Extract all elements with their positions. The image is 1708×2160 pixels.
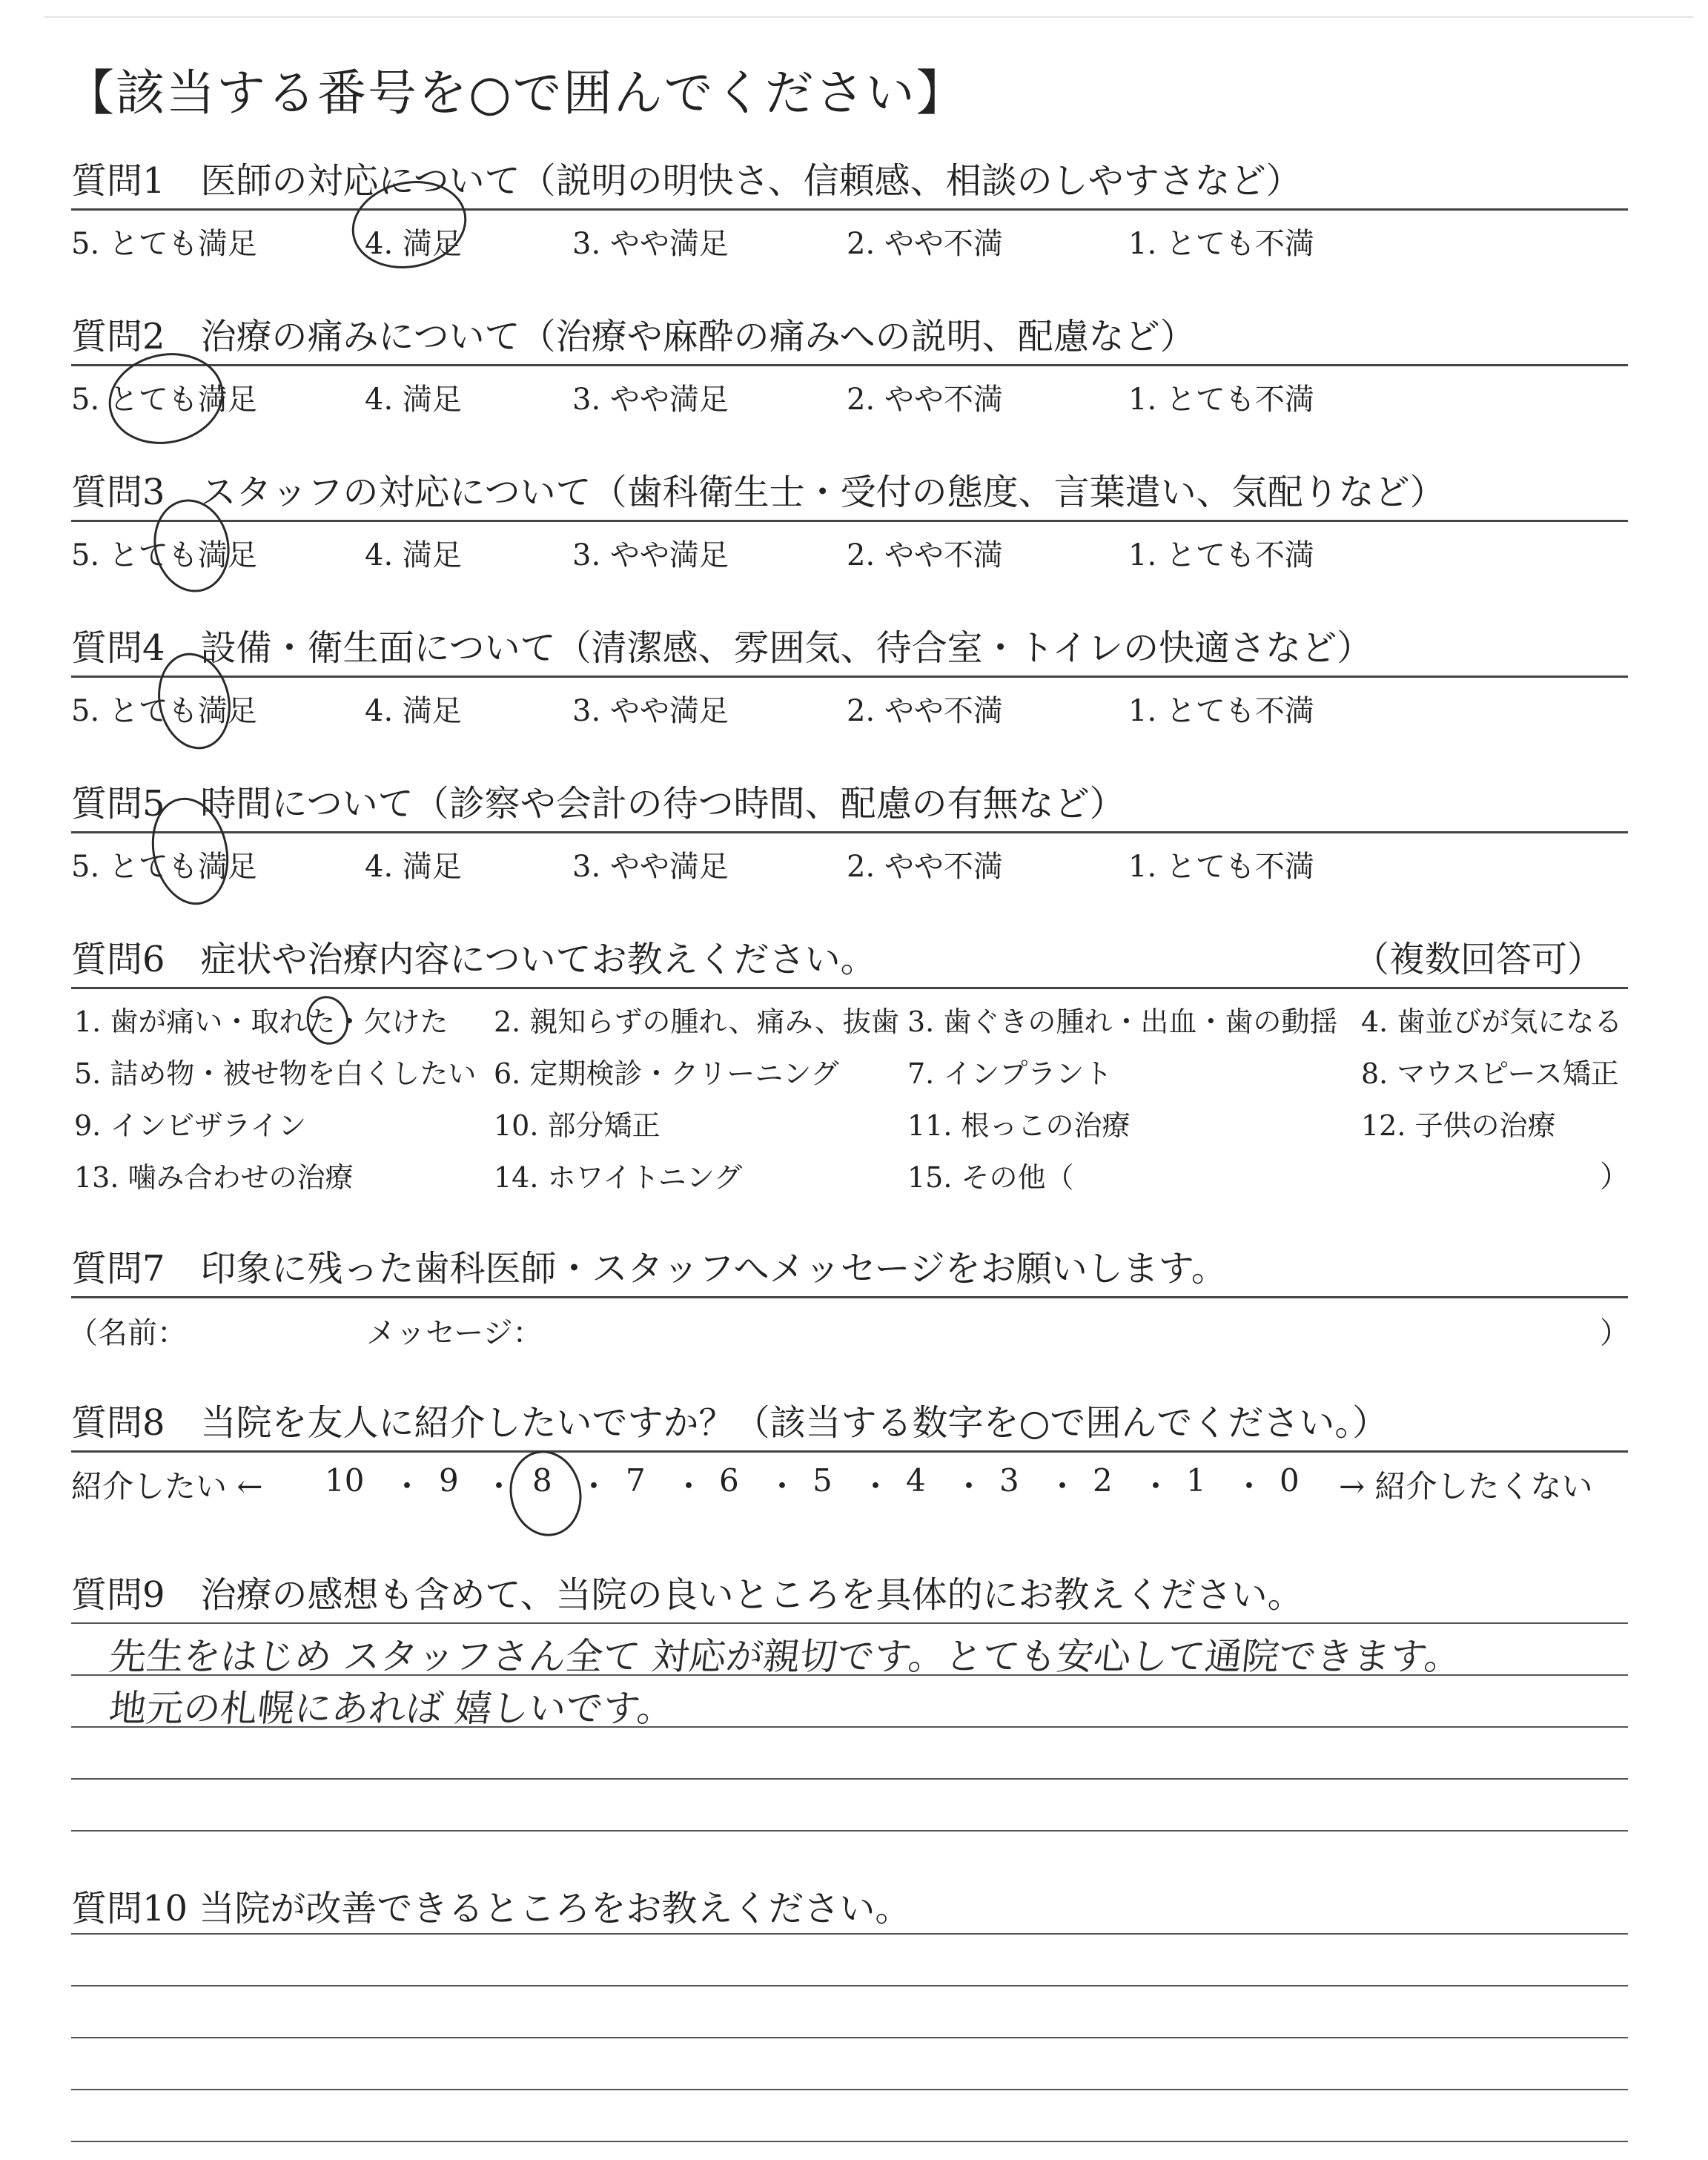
q9-write-line-5 (71, 1830, 1628, 1832)
q5-option-5[interactable]: 5. とても満足 (71, 850, 257, 884)
q1-option-4[interactable]: 4. 満足 (365, 227, 462, 261)
q8-value-7[interactable]: 7 (626, 1462, 646, 1499)
q8-value-9[interactable]: 9 (439, 1462, 459, 1499)
q10-write-line-2 (71, 1985, 1628, 1986)
q5-option-1[interactable]: 1. とても不満 (1128, 850, 1314, 884)
q8-dot: ・ (391, 1468, 423, 1505)
q8-value-6[interactable]: 6 (719, 1462, 739, 1499)
q6-item-13[interactable]: 13. 噛み合わせの治療 (74, 1161, 354, 1194)
q6-item-7[interactable]: 7. インプラント (907, 1057, 1113, 1090)
q6-item-10[interactable]: 10. 部分矯正 (494, 1109, 661, 1142)
q10-write-line-5 (71, 2141, 1628, 2142)
q8-dot: ・ (860, 1468, 892, 1505)
q8-value-4[interactable]: 4 (906, 1462, 926, 1499)
q4-option-1[interactable]: 1. とても不満 (1128, 694, 1314, 728)
q4-option-4[interactable]: 4. 満足 (365, 694, 462, 728)
q8-dot: ・ (953, 1468, 985, 1505)
q2-option-2[interactable]: 2. やや不満 (847, 383, 1003, 417)
question-7-rule (71, 1296, 1628, 1298)
q10-write-line-4 (71, 2089, 1628, 2090)
q2-option-5[interactable]: 5. とても満足 (71, 383, 257, 417)
q3-option-3[interactable]: 3. やや満足 (572, 538, 729, 572)
q8-value-0[interactable]: 0 (1280, 1462, 1300, 1499)
q3-option-4[interactable]: 4. 満足 (365, 538, 462, 572)
q6-item-12[interactable]: 12. 子供の治療 (1361, 1109, 1556, 1142)
q4-option-3[interactable]: 3. やや満足 (572, 694, 729, 728)
top-border (44, 16, 1693, 18)
q9-write-line-1 (71, 1622, 1628, 1624)
q8-selection-circle (502, 1444, 589, 1542)
q8-dot: ・ (673, 1468, 705, 1505)
q6-item-3[interactable]: 3. 歯ぐきの腫れ・出血・歯の動揺 (907, 1005, 1338, 1038)
q6-item-11[interactable]: 11. 根っこの治療 (907, 1109, 1131, 1142)
q7-name-label: （名前： (68, 1316, 187, 1350)
q3-option-2[interactable]: 2. やや不満 (847, 538, 1003, 572)
q8-right-label: → 紹介したくない (1339, 1468, 1593, 1505)
q8-value-3[interactable]: 3 (999, 1462, 1019, 1499)
question-8-title: 質問8 当院を友人に紹介したいですか？（該当する数字を○で囲んでください。） (71, 1402, 1388, 1444)
question-6-note: （複数回答可） (1354, 939, 1603, 980)
q6-item-9[interactable]: 9. インビザライン (74, 1109, 307, 1142)
q6-item-4[interactable]: 4. 歯並びが気になる (1361, 1005, 1623, 1038)
question-9-title: 質問9 治療の感想も含めて、当院の良いところを具体的にお教えください。 (71, 1574, 1303, 1616)
q1-option-3[interactable]: 3. やや満足 (572, 227, 729, 261)
q9-handwritten-answer-line-2: 地元の札幌にあれば 嬉しいです。 (107, 1687, 677, 1730)
q6-item-2[interactable]: 2. 親知らずの腫れ、痛み、抜歯 (494, 1005, 899, 1038)
question-7-title: 質問7 印象に残った歯科医師・スタッフへメッセージをお願いします。 (71, 1248, 1227, 1289)
q5-option-4[interactable]: 4. 満足 (365, 850, 462, 884)
question-3-title: 質問3 スタッフの対応について（歯科衛生士・受付の態度、言葉遣い、気配りなど） (71, 472, 1446, 513)
q9-handwritten-answer-line-1: 先生をはじめ スタッフさん全て 対応が親切です。とても安心して通院できます。 (107, 1635, 1464, 1678)
q8-value-8[interactable]: 8 (532, 1462, 552, 1499)
q8-dot: ・ (578, 1468, 610, 1505)
q5-option-3[interactable]: 3. やや満足 (572, 850, 729, 884)
survey-header: 【該当する番号を○で囲んでください】 (65, 65, 967, 122)
q1-option-5[interactable]: 5. とても満足 (71, 227, 257, 261)
q4-option-5[interactable]: 5. とても満足 (71, 694, 257, 728)
q8-value-2[interactable]: 2 (1093, 1462, 1113, 1499)
q7-close-paren: ） (1600, 1316, 1629, 1350)
question-2-title: 質問2 治療の痛みについて（治療や麻酔の痛みへの説明、配慮など） (71, 316, 1196, 357)
q10-write-line-1 (71, 1933, 1628, 1935)
question-1-rule (71, 208, 1628, 211)
q2-option-1[interactable]: 1. とても不満 (1128, 383, 1314, 417)
q7-message-label: メッセージ： (366, 1316, 543, 1350)
q8-dot: ・ (1140, 1468, 1172, 1505)
question-3-rule (71, 520, 1628, 522)
q4-option-2[interactable]: 2. やや不満 (847, 694, 1003, 728)
q8-value-10[interactable]: 10 (325, 1462, 365, 1499)
q6-other-close-paren: ） (1600, 1160, 1629, 1194)
q6-item-14[interactable]: 14. ホワイトニング (494, 1161, 743, 1194)
q9-write-line-4 (71, 1778, 1628, 1780)
q8-dot: ・ (1234, 1468, 1265, 1505)
question-4-rule (71, 676, 1628, 678)
q6-item-1[interactable]: 1. 歯が痛い・取れた・欠けた (74, 1005, 448, 1038)
question-8-rule (71, 1450, 1628, 1453)
q8-value-5[interactable]: 5 (812, 1462, 833, 1499)
question-5-rule (71, 831, 1628, 833)
q8-dot: ・ (1047, 1468, 1079, 1505)
q8-dot: ・ (767, 1468, 798, 1505)
question-2-rule (71, 364, 1628, 366)
question-4-title: 質問4 設備・衛生面について（清潔感、雰囲気、待合室・トイレの快適さなど） (71, 627, 1373, 669)
q1-option-1[interactable]: 1. とても不満 (1128, 227, 1314, 261)
q2-option-3[interactable]: 3. やや満足 (572, 383, 729, 417)
question-10-title: 質問10 当院が改善できるところをお教えください。 (71, 1888, 911, 1929)
q5-option-2[interactable]: 2. やや不満 (847, 850, 1003, 884)
q6-item-6[interactable]: 6. 定期検診・クリーニング (494, 1057, 839, 1090)
q8-dot: ・ (483, 1468, 515, 1505)
question-6-title: 質問6 症状や治療内容についてお教えください。 (71, 939, 876, 980)
q1-option-2[interactable]: 2. やや不満 (847, 227, 1003, 261)
q8-left-label: 紹介したい ← (71, 1468, 263, 1505)
q8-value-1[interactable]: 1 (1186, 1462, 1206, 1499)
q6-item-15[interactable]: 15. その他（ (907, 1161, 1074, 1194)
q2-option-4[interactable]: 4. 満足 (365, 383, 462, 417)
question-1-title: 質問1 医師の対応について（説明の明快さ、信頼感、相談のしやすさなど） (71, 160, 1302, 202)
q6-item-5[interactable]: 5. 詰め物・被せ物を白くしたい (74, 1057, 477, 1090)
q2-selection-circle (100, 343, 232, 455)
question-5-title: 質問5 時間について（診察や会計の待つ時間、配慮の有無など） (71, 783, 1125, 825)
q6-item-8[interactable]: 8. マウスピース矯正 (1361, 1057, 1619, 1090)
q3-option-5[interactable]: 5. とても満足 (71, 538, 257, 572)
q3-option-1[interactable]: 1. とても不満 (1128, 538, 1314, 572)
question-6-rule (71, 987, 1628, 989)
q10-write-line-3 (71, 2037, 1628, 2038)
